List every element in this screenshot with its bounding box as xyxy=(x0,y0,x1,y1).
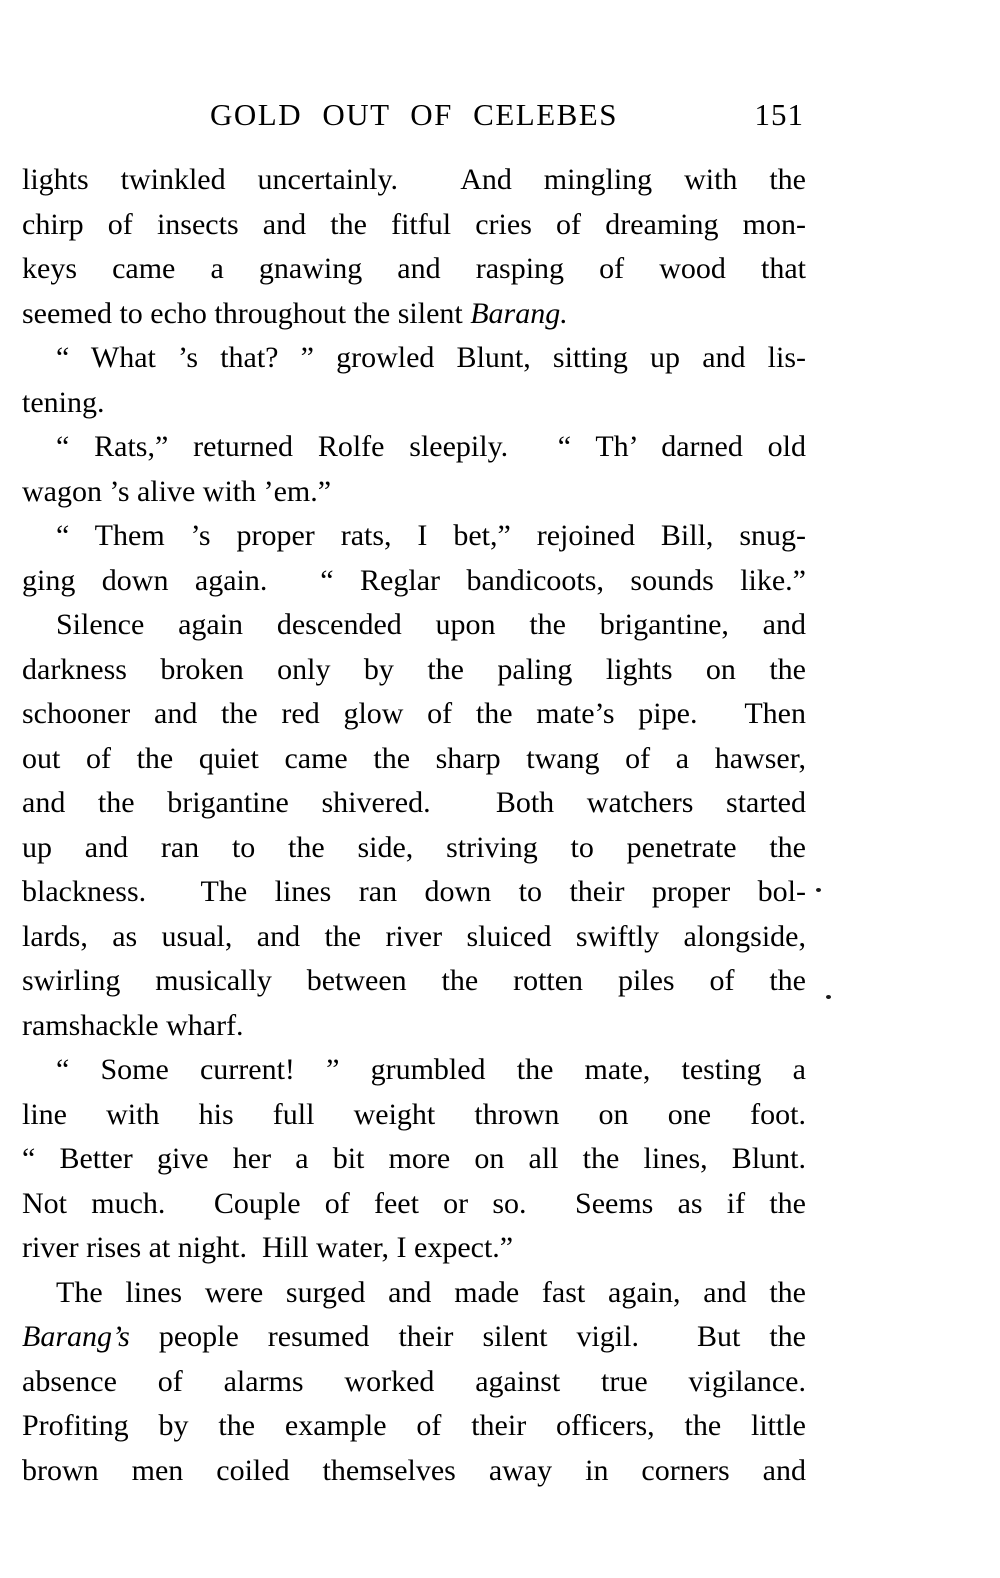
text-segment: schooner and the red glow of the mate’s pipe. Then xyxy=(22,697,806,730)
text-line xyxy=(22,425,806,470)
text-segment: “ Some current! ” grumbled the mate, testing a xyxy=(56,1053,806,1086)
paragraph xyxy=(22,1271,806,1494)
text-line xyxy=(22,158,806,203)
text-segment: line with his full weight thrown on one foot. xyxy=(22,1097,806,1131)
text-segment: “ Rats,” returned Rolfe sleepily. “ Th’ darned old xyxy=(56,430,806,463)
scan-speck xyxy=(816,888,821,892)
text-segment: wagon ’s alive with ’em.” xyxy=(22,474,332,508)
italic-ship-name: Barang. xyxy=(470,296,568,330)
paragraph xyxy=(22,425,806,514)
text-segment: ging down again. “ Reglar bandicoots, sounds like.” xyxy=(22,563,806,597)
text-line xyxy=(22,1093,806,1138)
text-line xyxy=(22,514,806,559)
text-segment: tening. xyxy=(22,385,105,419)
text-line xyxy=(22,1360,806,1405)
text-line xyxy=(22,336,806,381)
text-line xyxy=(22,603,806,648)
text-segment: Not much. Couple of feet or so. Seems as if the xyxy=(22,1186,806,1220)
paragraph xyxy=(22,603,806,1048)
text-line xyxy=(22,870,806,915)
text-line xyxy=(22,470,806,515)
text-segment: Silence again descended upon the brigantine, and xyxy=(56,608,806,641)
paragraph xyxy=(22,514,806,603)
text-line xyxy=(22,247,806,292)
running-header-title: GOLD OUT OF CELEBES xyxy=(210,97,618,132)
text-line xyxy=(22,559,806,604)
text-line xyxy=(22,692,806,737)
paragraph xyxy=(22,336,806,425)
text-line xyxy=(22,1315,806,1360)
text-segment: river rises at night. Hill water, I expect.” xyxy=(22,1231,514,1264)
text-line xyxy=(22,1137,806,1182)
text-segment: The lines were surged and made fast again, and the xyxy=(56,1275,806,1309)
text-line xyxy=(22,1449,806,1494)
text-segment: Profiting by the example of their officers, the little xyxy=(22,1409,806,1442)
page-body xyxy=(22,158,806,1493)
text-segment: lards, as usual, and the river sluiced swiftly alongside, xyxy=(22,919,806,953)
text-segment: brown men coiled themselves away in corners and xyxy=(22,1453,806,1487)
text-segment: chirp of insects and the fitful cries of dreaming mon- xyxy=(22,207,806,241)
text-segment: “ Them ’s proper rats, I bet,” rejoined Bill, snug- xyxy=(56,519,806,552)
text-line xyxy=(22,737,806,782)
text-segment: “ Better give her a bit more on all the lines, Blunt. xyxy=(22,1142,806,1175)
text-segment: up and ran to the side, striving to penetrate the xyxy=(22,830,806,864)
text-segment: and the brigantine shivered. Both watchers started xyxy=(22,786,806,819)
italic-ship-name: Barang’s xyxy=(22,1320,130,1353)
text-line xyxy=(22,915,806,960)
text-segment: keys came a gnawing and rasping of wood that xyxy=(22,252,806,285)
text-line xyxy=(22,959,806,1004)
scan-speck xyxy=(826,995,831,999)
text-line xyxy=(22,781,806,826)
text-line xyxy=(22,1004,806,1049)
text-segment: “ What ’s that? ” growled Blunt, sitting up and lis- xyxy=(56,341,806,374)
text-line xyxy=(22,1182,806,1227)
text-segment: seemed to echo throughout the silent xyxy=(22,296,471,330)
text-segment: absence of alarms worked against true vigilance. xyxy=(22,1364,806,1398)
text-segment: out of the quiet came the sharp twang of a hawser, xyxy=(22,741,806,775)
text-segment: people resumed their silent vigil. But the xyxy=(129,1320,806,1353)
text-line xyxy=(22,1226,806,1271)
text-line xyxy=(22,1048,806,1093)
text-segment: lights twinkled uncertainly. And mingling with the xyxy=(22,163,806,196)
text-line xyxy=(22,648,806,693)
text-segment: darkness broken only by the paling lights on the xyxy=(22,652,806,686)
text-line xyxy=(22,203,806,248)
running-header xyxy=(22,97,806,137)
text-segment: ramshackle wharf. xyxy=(22,1008,244,1042)
paragraph xyxy=(22,1048,806,1271)
text-line xyxy=(22,1404,806,1449)
text-segment: swirling musically between the rotten piles of the xyxy=(22,964,806,997)
text-line xyxy=(22,381,806,426)
text-segment: blackness. The lines ran down to their proper bol- xyxy=(22,875,806,908)
text-line xyxy=(22,826,806,871)
text-line xyxy=(22,292,806,337)
paragraph xyxy=(22,158,806,336)
page-number: 151 xyxy=(754,97,804,132)
text-line xyxy=(22,1271,806,1316)
